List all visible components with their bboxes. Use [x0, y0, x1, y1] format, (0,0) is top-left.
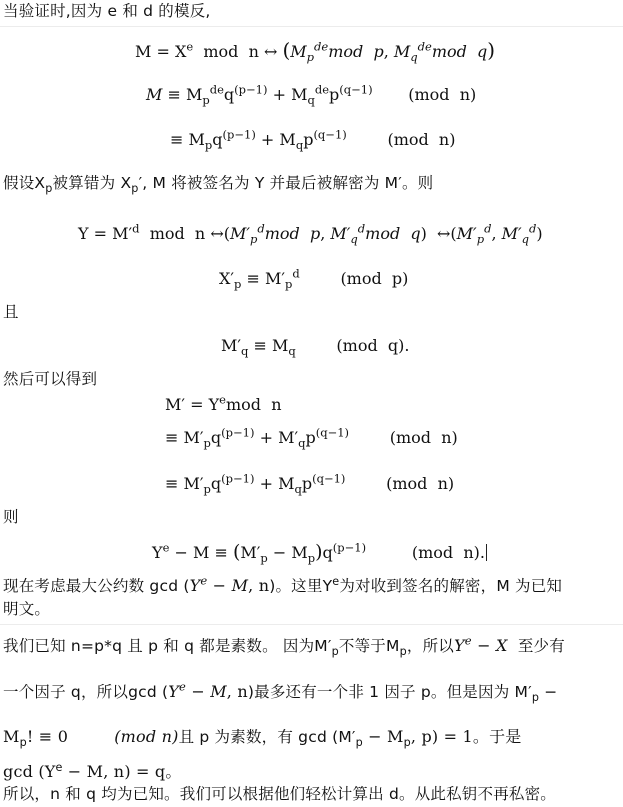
and-label: 且	[3, 303, 19, 321]
text-cursor	[486, 544, 487, 561]
equation-8: ≡ $M'_pq^{(p-1)} + M'_qp^{(q-1)}$ (mod n)	[165, 425, 458, 451]
gcd-paragraph-line1: 现在考虑最大公约数 $\gcd (Y^e - M$, n)。这里$Y^e$为对收到签名的解密，M 为已知	[3, 573, 563, 595]
equation-4: $Y = M'^d$ mod n $\leftrightarrow(M'_p^dmod$ p, $M'_q^dmod$ q) $\leftrightarrow(M'_p^d$, $M'_q^d$)	[78, 221, 543, 247]
divider	[0, 624, 623, 625]
equation-5: $X'_p \equiv M'_p^d$ (mod p)	[219, 266, 409, 292]
known-paragraph-line3: $M_p$! ≡ 0 (mod n)且 p 为素数，有 $\gcd (M'_p - M_p$, p) = 1。于是	[3, 727, 522, 750]
assumption-line: 假设$X_p$被算错为 $X_p'$, M 将被签名为 Y 并最后被解密为 M′。则	[3, 174, 434, 196]
equation-2: $M \equiv M_pdeq^{(p-1)} + M_qdep^{(q-1)}$ (mod n)	[146, 82, 477, 108]
gcd-paragraph-line2: 明文。	[3, 600, 51, 618]
equation-9: ≡ $M'_pq^{(p-1)} + M_qp^{(q-1)}$ (mod n)	[165, 471, 455, 497]
known-paragraph-line4: $\gcd (Y^e - M$, n) = q。	[3, 760, 182, 781]
equation-10[interactable]: $Y^e - M \equiv (M'_p - M_p)q^{(p-1)}$ (mod n).	[152, 540, 485, 566]
then-label: 然后可以得到	[3, 370, 98, 388]
equation-7: $M' = Y^emod$ n	[165, 392, 282, 414]
conclusion-line: 所以，n 和 q 均为已知。我们可以根据他们轻松计算出 d。从此私钥不再私密。	[3, 785, 557, 803]
equation-1: $M = X^e$ mod n ↔ ($M_pdemod$ p, $M_qdemod$ q)	[135, 38, 496, 65]
equation-6: $M'_q \equiv M_q$ (mod q).	[221, 336, 410, 359]
intro-line: 当验证时,因为 e 和 d 的模反,	[3, 2, 211, 20]
thus-label: 则	[3, 508, 19, 526]
known-paragraph-line2: 一个因子 q，所以$\gcd (Y^e - M$, n)最多还有一个非 1 因子 p。但是因为 $M'_p$ −	[3, 679, 558, 705]
equation-3: ≡ $M_pq^{(p-1)} + M_qp^{(q-1)}$ (mod n)	[170, 127, 456, 153]
known-paragraph-line1: 我们已知 n=p*q 且 p 和 q 都是素数。 因为$M'_p$不等于$M_p$，所以$Y^e - X$ 至少有	[3, 633, 565, 659]
divider	[0, 26, 623, 27]
